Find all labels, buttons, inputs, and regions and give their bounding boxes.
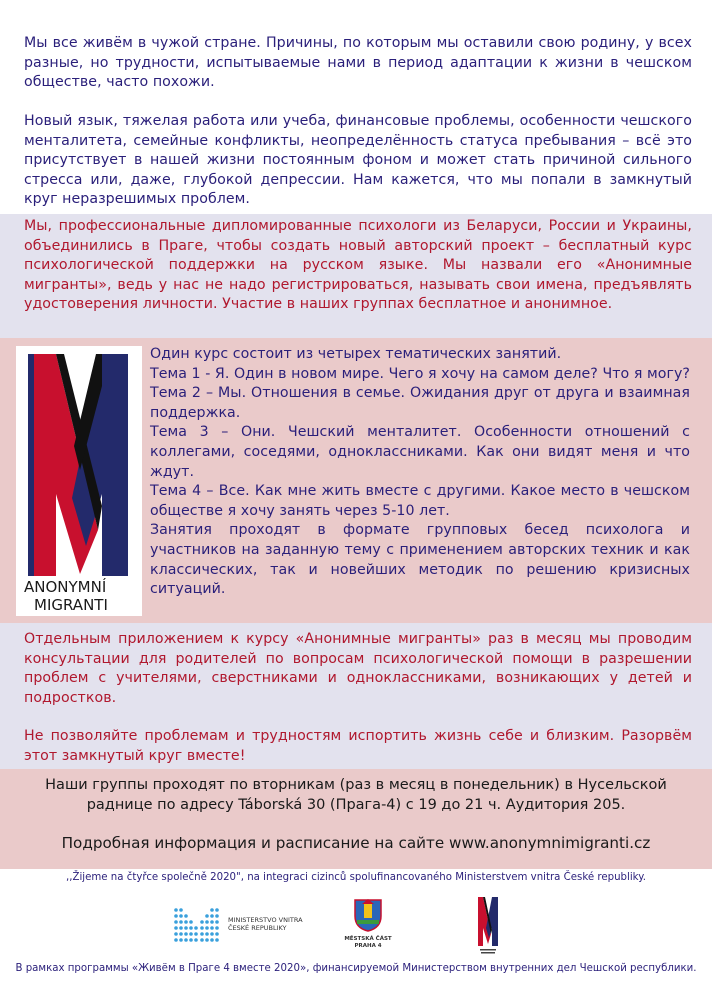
schedule-section xyxy=(0,769,712,869)
svg-text:ANONYMNÍ: ANONYMNÍ xyxy=(24,578,107,596)
website-info: Подробная информация и расписание на сайте www.anonymnimigranti.cz xyxy=(61,834,651,852)
intro-paragraph-1: Мы все живём в чужой стране. Причины, по которым мы оставили свою родину, у всех разные, но трудности, испытываемые нами в период адаптации к жизни в чешском обществе, часто похожи. xyxy=(24,35,692,91)
schedule-line-1: Наши группы проходят по вторникам (раз в месяц в понедельник) в Нусельской xyxy=(45,777,667,793)
czech-funding-note: ,,Žijeme na čtyřce společně 2020", na integraci cizinců spolufinancovaného Ministerstvem vnitra České republiky. xyxy=(65,872,647,883)
praha4-line-2: PRAHA 4 xyxy=(354,943,382,949)
ministry-name-line-2: ČESKÉ REPUBLIKY xyxy=(228,924,287,932)
course-description xyxy=(150,345,690,600)
topic-1: Тема 1 - Я. Один в новом мире. Чего я хочу на самом деле? Что я могу? xyxy=(150,365,690,382)
parents-paragraph: Отдельным приложением к курсу «Анонимные мигранты» раз в месяц мы проводим консультации для родителей по вопросам психологической помощи в разрешении проблем с учителями, сверстниками и одноклассниками, возникающих у детей и подростков. xyxy=(24,631,692,706)
ministry-name-line-1: MINISTERSTVO VNITRA xyxy=(228,916,303,924)
parents-section xyxy=(0,623,712,769)
topic-2: Тема 2 – Мы. Отношения в семье. Ожидания друг от друга и взаимная поддержка. xyxy=(150,385,690,421)
schedule-line-2: раднице по адресу Táborská 30 (Прага-4) с 19 до 21 ч. Аудитория 205. xyxy=(86,797,626,813)
course-format: Занятия проходят в формате групповых бесед психолога и участников на заданную тему с применением авторских техник и как классических, так и новейших методик по решению кризисных ситуаций. xyxy=(150,522,690,598)
svg-text:MIGRANTI: MIGRANTI xyxy=(34,596,108,614)
small-logo-m-icon xyxy=(477,896,499,956)
about-paragraph: Мы, профессиональные дипломированные психологи из Беларуси, России и Украины, объединились в Праге, чтобы создать новый авторский проект – бесплатный курс психологической поддержки на русском языке. Мы назвали его «Анонимные мигранты», ведь у нас не надо регистрироваться, называть свои имена, предъявлять удостоверения личности. Участие в наших группах бесплатное и анонимное. xyxy=(24,218,692,313)
intro-section xyxy=(0,30,712,102)
anonymni-migranti-logo xyxy=(16,346,142,616)
praha4-line-1: MĚSTSKÁ ČÁST xyxy=(344,936,392,942)
intro-paragraph-2: Новый язык, тяжелая работа или учеба, финансовые проблемы, особенности чешского менталитета, семейные конфликты, неопределённость статуса пребывания – всё это присутствует в нашей жизни постоянным фоном и может стать причиной сильного стресса или, даже, глубокой депрессии. Нам кажется, что мы попали в замкнутый круг неразрешимых проблем. xyxy=(24,113,692,208)
ministry-logo xyxy=(172,902,312,946)
course-intro: Один курс состоит из четырех тематических занятий. xyxy=(150,346,562,362)
problems-section xyxy=(0,102,712,214)
praha4-coat-of-arms-icon xyxy=(353,898,383,932)
russian-funding-note: В рамках программы «Живём в Праге 4 вместе 2020», финансируемой Министерством внутренних дел Чешской республики. xyxy=(15,963,697,974)
ministry-dots-icon xyxy=(172,904,222,944)
course-section xyxy=(0,338,712,623)
call-to-action: Не позволяйте проблемам и трудностям испортить жизнь себе и близким. Разорвём этот замкнутый круг вместе! xyxy=(24,728,692,764)
praha4-logo xyxy=(336,898,400,956)
topic-4: Тема 4 – Все. Как мне жить вместе с другими. Какое место в чешском обществе я хочу занять через 5-10 лет. xyxy=(150,483,690,519)
topic-3: Тема 3 – Они. Чешский менталитет. Особенности отношений с коллегами, соседями, одноклассниками. Как они видят меня и что ждут. xyxy=(150,424,690,480)
anonymni-migranti-small-logo xyxy=(477,896,499,956)
logo-m-icon xyxy=(16,346,142,616)
about-section xyxy=(0,214,712,338)
